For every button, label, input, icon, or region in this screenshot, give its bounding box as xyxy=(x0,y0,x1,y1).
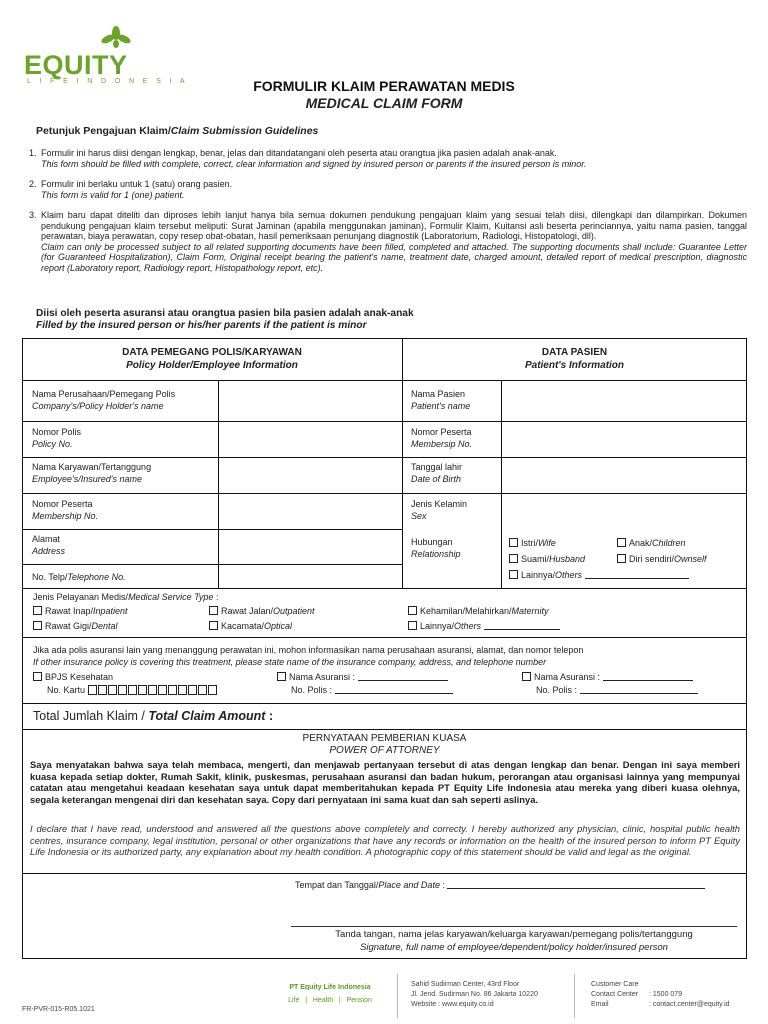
form-code: FR-PVR-015-R05.1021 xyxy=(22,1006,95,1013)
service-others-checkbox[interactable]: Lainnya/Others xyxy=(408,621,560,631)
checkbox-icon[interactable] xyxy=(209,621,218,630)
place-date-label: Tempat dan Tanggal/Place and Date : xyxy=(295,880,705,890)
poa-header: PERNYATAAN PEMBERIAN KUASA POWER OF ATTORNEY xyxy=(302,733,467,756)
membership-no-input[interactable] xyxy=(220,495,401,528)
signature-caption: Tanda tangan, nama jelas karyawan/keluarga karyawan/pemegang polis/tertanggung Signature, full name of employee/dependent/policy holder/insured person xyxy=(335,929,693,953)
guidelines-heading: Petunjuk Pengajuan Klaim/Claim Submission Guidelines xyxy=(36,125,319,137)
patient-header: DATA PASIEN Patient's Information xyxy=(524,347,625,371)
service-others-input[interactable] xyxy=(484,622,560,630)
service-type-label: Jenis Pelayanan Medis/Medical Service Type : xyxy=(33,592,219,602)
signature-line xyxy=(291,926,737,927)
footer-address: Sahid Sudirman Center, 43rd Floor Jl. Jend. Sudirman No. 86 Jakarta 10220 Website : www.equity.co.id xyxy=(411,981,538,1008)
patient-name-input[interactable] xyxy=(503,382,746,420)
checkbox-icon[interactable] xyxy=(33,606,42,615)
service-maternity-checkbox[interactable]: Kehamilan/Melahirkan/Maternity xyxy=(408,606,549,616)
relationship-children-checkbox[interactable]: Anak/Children xyxy=(617,538,686,548)
title-english: MEDICAL CLAIM FORM xyxy=(305,95,463,111)
service-outpatient-checkbox[interactable]: Rawat Jalan/Outpatient xyxy=(209,606,315,616)
checkbox-icon[interactable] xyxy=(209,606,218,615)
checkbox-icon[interactable] xyxy=(33,621,42,630)
patient-name-label: Nama Pasien Patient's name xyxy=(411,389,471,411)
insurance-1-checkbox[interactable]: Nama Asuransi : xyxy=(277,672,448,682)
date-of-birth-label: Tanggal lahir Date of Birth xyxy=(411,462,463,484)
policy-no-input[interactable] xyxy=(220,423,401,456)
company-name-label: Nama Perusahaan/Pemegang Polis Company's/Policy Holder's name xyxy=(32,389,176,411)
policy-holder-header: DATA PEMEGANG POLIS/KARYAWAN Policy Holder/Employee Information xyxy=(122,347,302,371)
sex-label: Jenis Kelamin Sex xyxy=(411,499,468,521)
title-indonesian: FORMULIR KLAIM PERAWATAN MEDIS xyxy=(253,78,515,94)
relationship-wife-checkbox[interactable]: Istri/Wife xyxy=(509,538,556,548)
checkbox-icon[interactable] xyxy=(408,606,417,615)
checkbox-icon[interactable] xyxy=(509,538,518,547)
total-claim-label: Total Jumlah Klaim / Total Claim Amount : xyxy=(33,709,274,723)
footer-customer-care: Customer Care Contact Center : 1500 079 Email : contact.center@equity.id xyxy=(591,981,730,1008)
policy-no-label: Nomor Polis Policy No. xyxy=(32,427,82,449)
sex-input[interactable] xyxy=(503,495,746,528)
intro-note: Diisi oleh peserta asuransi atau orangtua pasien bila pasien adalah anak-anak Filled by the insured person or his/her parents if the patient is minor xyxy=(36,308,414,331)
date-of-birth-input[interactable] xyxy=(503,459,746,492)
checkbox-icon[interactable] xyxy=(277,672,286,681)
employee-name-label: Nama Karyawan/Tertanggung Employee's/Insured's name xyxy=(32,462,152,484)
poa-text-indonesian: Saya menyatakan bahwa saya telah membaca, mengerti, dan menjawab pertanyaan tersebut di atas dengan lengkap dan benar. Dengan ini saya memberi kuasa kepada setiap dokter, Rumah Sakit, klinik, puskesmas, perusahaan asuransi dan badan hukum, perorangan atau organisasi lainnya yang mempunyai catatan atau mengetahui keadaan kesehatan saya untuk dapat memberitahukan kepada PT Equity Life Indonesia atau mereka yang diberi kuasa olehnya, segala keterangan mengenai diri dan kesehatan saya. Copy dari pernyataan ini sama kuat dan sah seperti aslinya. xyxy=(30,759,740,805)
checkbox-icon[interactable] xyxy=(509,554,518,563)
website-link[interactable]: : www.equity.co.id xyxy=(438,1001,494,1008)
insurance-2-checkbox[interactable]: Nama Asuransi : xyxy=(522,672,693,682)
checkbox-icon[interactable] xyxy=(408,621,417,630)
relationship-ownself-checkbox[interactable]: Diri sendiri/Ownself xyxy=(617,554,707,564)
service-dental-checkbox[interactable]: Rawat Gigi/Dental xyxy=(33,621,118,631)
checkbox-icon[interactable] xyxy=(33,672,42,681)
brand-name: EQUITY xyxy=(24,50,128,80)
guideline-item: 3. Klaim baru dapat diteliti dan diproses lebih lanjut hanya bila semua dokumen pendukung pengajuan klaim yang sesuai telah diisi, dilengkapi dan dilampirkan. Dokumen pendukung pengajuan klaim tersebut meliputi: Surat Jaminan (apabila menggunakan jaminan), Formulir Klaim, Kuitansi asli beserta perinciannya, yaitu nama pasien, tanggal perawatan, biaya perawatan, copy resep obat-obatan, hasil pemeriksaan penunjang diagnostik (Laboratorium, Radiologi, Histopatologi, dll). Claim can only be processed subject to all related supporting documents have been filled, completed and attached. The supporting documents shall include: Guarantee Letter (for Guaranteed Hospitalization), Claim Form, Original receipt bearing the patient's name, treatment date, charged amount, detailed report of medical prescription, diagnostic report (Laboratory report, Radiology report, Histopathology report, etc). xyxy=(29,210,747,273)
insurance-1-name-input[interactable] xyxy=(358,673,448,681)
membership-no-label: Nomor Peserta Membership No. xyxy=(32,499,99,521)
employee-name-input[interactable] xyxy=(220,459,401,492)
other-insurance-text: Jika ada polis asuransi lain yang menanggung perawatan ini, mohon informasikan nama perusahaan asuransi, alamat, dan nomor telepon If other insurance policy is covering this treatment, please state name of the insurance company, address, and telephone number xyxy=(33,645,584,667)
telephone-label: No. Telp/Telephone No. xyxy=(32,572,126,582)
footer-company: PT Equity Life Indonesia Life | Health | Pension xyxy=(288,984,372,1004)
insurance-1-policy: No. Polis : xyxy=(291,685,453,695)
address-label: Alamat Address xyxy=(32,534,66,556)
relationship-label: Hubungan Relationship xyxy=(411,537,461,559)
telephone-input[interactable] xyxy=(220,566,401,587)
insurance-1-policy-input[interactable] xyxy=(335,686,453,694)
leaf-icon xyxy=(100,26,132,52)
guideline-item: 1. Formulir ini harus diisi dengan lengkap, benar, jelas dan ditandatangani oleh peserta atau orangtua jika pasien adalah anak-anak. This form should be filled with complete, correct, clear information and signed by insured person or parents if the insured person is minor. xyxy=(29,148,587,169)
service-inpatient-checkbox[interactable]: Rawat Inap/Inpatient xyxy=(33,606,128,616)
email-link[interactable]: : contact.center@equity.id xyxy=(649,1001,730,1008)
brand-subtitle: L I F E I N D O N E S I A xyxy=(27,78,188,85)
patient-membership-label: Nomor Peserta Membersip No. xyxy=(411,427,473,449)
bpjs-checkbox[interactable]: BPJS Kesehatan xyxy=(33,672,113,682)
form-title xyxy=(0,78,768,111)
relationship-husband-checkbox[interactable]: Suami/Husband xyxy=(509,554,585,564)
address-input[interactable] xyxy=(220,531,401,563)
insurance-2-name-input[interactable] xyxy=(603,673,693,681)
bpjs-card-no: No. Kartu xyxy=(47,685,218,697)
checkbox-icon[interactable] xyxy=(509,570,518,579)
checkbox-icon[interactable] xyxy=(617,554,626,563)
relationship-others-input[interactable] xyxy=(585,571,689,579)
poa-text-english: I declare that I have read, understood and answered all the questions above completely and correcty. I hereby authorized any physician, clinic, hospital public health centres, insurance company, legal institution, personal or other organizations that have any records or information on the health of the insured person to inform PT Equity Life Indonesia or its authorized party, any explanation about my health condition. A photographic copy of this statement should be valid and legal as the original. xyxy=(30,823,740,857)
checkbox-icon[interactable] xyxy=(522,672,531,681)
insurance-2-policy: No. Polis : xyxy=(536,685,698,695)
company-name-input[interactable] xyxy=(220,382,401,420)
relationship-others-checkbox[interactable]: Lainnya/Others xyxy=(509,570,689,580)
guideline-item: 2. Formulir ini berlaku untuk 1 (satu) orang pasien. This form is valid for 1 (one) patient. xyxy=(29,179,233,200)
insurance-2-policy-input[interactable] xyxy=(580,686,698,694)
card-number-boxes[interactable] xyxy=(88,685,218,697)
place-date-input[interactable] xyxy=(447,881,705,889)
total-claim-input[interactable] xyxy=(330,705,745,727)
patient-membership-input[interactable] xyxy=(503,423,746,456)
checkbox-icon[interactable] xyxy=(617,538,626,547)
service-optical-checkbox[interactable]: Kacamata/Optical xyxy=(209,621,292,631)
signature-area[interactable] xyxy=(291,892,737,925)
